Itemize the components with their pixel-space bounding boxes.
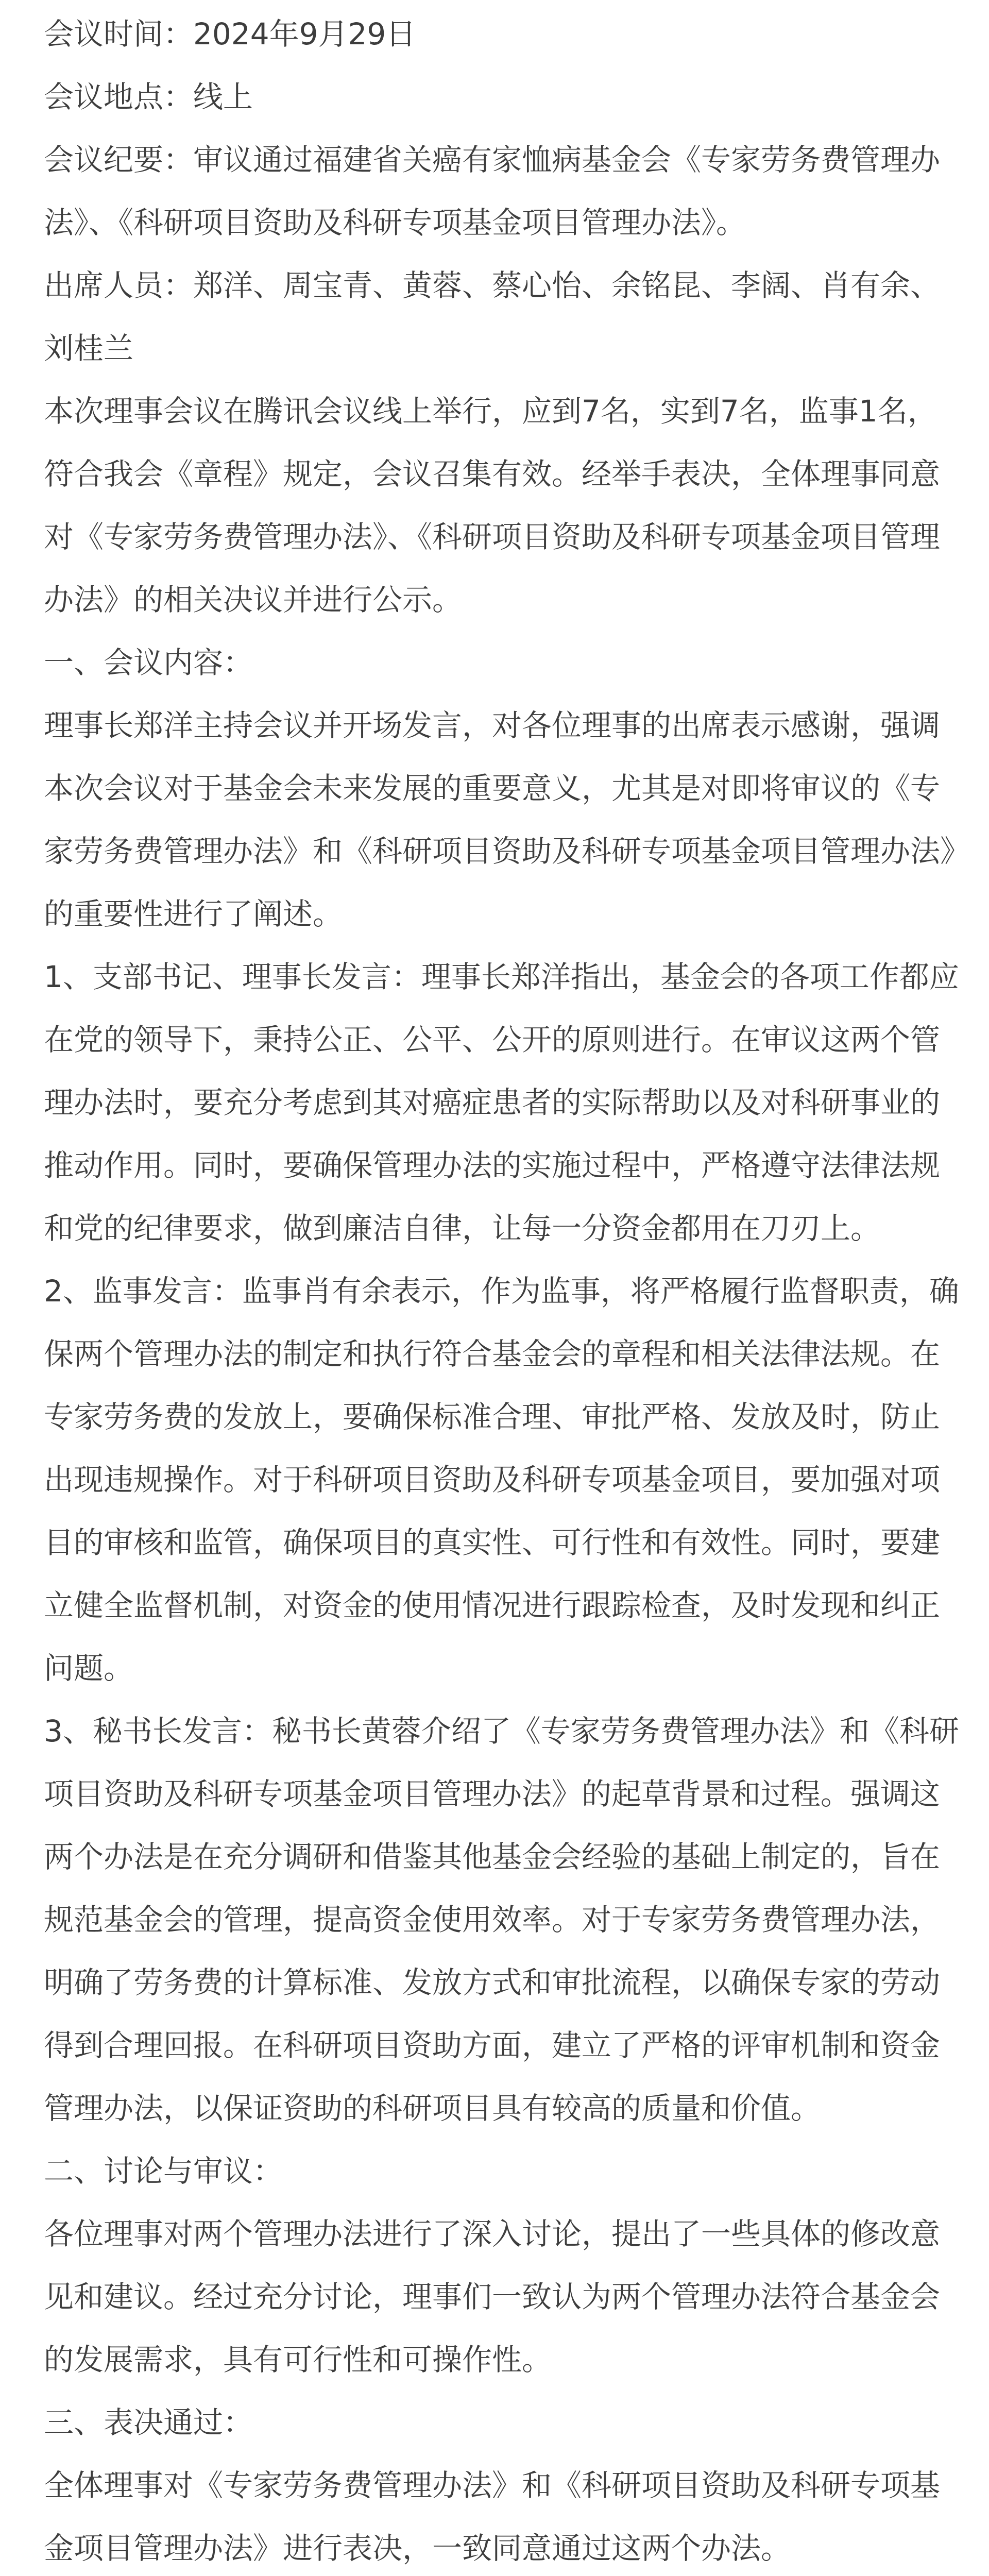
meeting-overview: 本次理事会议在腾讯会议线上举行，应到7名，实到7名，监事1名，符合我会《章程》规定，会议召集有效。经举手表决，全体理事同意对《专家劳务费管理办法》、《科研项目资助及科研专项基金项目管理办法》的相关决议并进行公示。: [44, 394, 941, 617]
discussion-paragraph: 各位理事对两个管理办法进行了深入讨论，提出了一些具体的修改意见和建议。经过充分讨论，理事们一致认为两个管理办法符合基金会的发展需求，具有可行性和可操作性。: [44, 2216, 941, 2377]
section-heading-discussion: 二、讨论与审议：: [44, 2154, 283, 2189]
speech-secretary-general: 3、秘书长发言：秘书长黄蓉介绍了《专家劳务费管理办法》和《科研项目资助及科研专项基金项目管理办法》的起草背景和过程。强调这两个办法是在充分调研和借鉴其他基金会经验的基础上制定的，旨在规范基金会的管理，提高资金使用效率。对于专家劳务费管理办法，明确了劳务费的计算标准、发放方式和审批流程，以确保专家的劳动得到合理回报。在科研项目资助方面，建立了严格的评审机制和资金管理办法，以保证资助的科研项目具有较高的质量和价值。: [44, 1714, 959, 2126]
meeting-location: 会议地点：线上: [44, 79, 253, 114]
content-intro: 理事长郑洋主持会议并开场发言，对各位理事的出席表示感谢，强调本次会议对于基金会未来发展的重要意义，尤其是对即将审议的《专家劳务费管理办法》和《科研项目资助及科研专项基金项目管理办法》的重要性进行了阐述。: [44, 708, 956, 931]
section-heading-vote: 三、表决通过：: [44, 2405, 253, 2440]
meeting-attendees: 出席人员：郑洋、周宝青、黄蓉、蔡心怡、余铭昆、李阔、肖有余、刘桂兰: [44, 268, 941, 366]
section-heading-content: 一、会议内容：: [44, 645, 253, 680]
speech-chairman: 1、支部书记、理事长发言：理事长郑洋指出，基金会的各项工作都应在党的领导下，秉持公正、公平、公开的原则进行。在审议这两个管理办法时，要充分考虑到其对癌症患者的实际帮助以及对科研事业的推动作用。同时，要确保管理办法的实施过程中，严格遵守法律法规和党的纪律要求，做到廉洁自律，让每一分资金都用在刀刃上。: [44, 959, 959, 1246]
meeting-summary: 会议纪要：审议通过福建省关癌有家恤病基金会《专家劳务费管理办法》、《科研项目资助及科研专项基金项目管理办法》。: [44, 142, 941, 240]
meeting-time: 会议时间：2024年9月29日: [44, 16, 416, 52]
meeting-minutes-document: [44, 0, 961, 2576]
vote-paragraph: 全体理事对《专家劳务费管理办法》和《科研项目资助及科研专项基金项目管理办法》进行表决，一致同意通过这两个办法。: [44, 2468, 941, 2566]
speech-supervisor: 2、监事发言：监事肖有余表示，作为监事，将严格履行监督职责，确保两个管理办法的制定和执行符合基金会的章程和相关法律法规。在专家劳务费的发放上，要确保标准合理、审批严格、发放及时，防止出现违规操作。对于科研项目资助及科研专项基金项目，要加强对项目的审核和监管，确保项目的真实性、可行性和有效性。同时，要建立健全监督机制，对资金的使用情况进行跟踪检查，及时发现和纠正问题。: [44, 1274, 959, 1686]
